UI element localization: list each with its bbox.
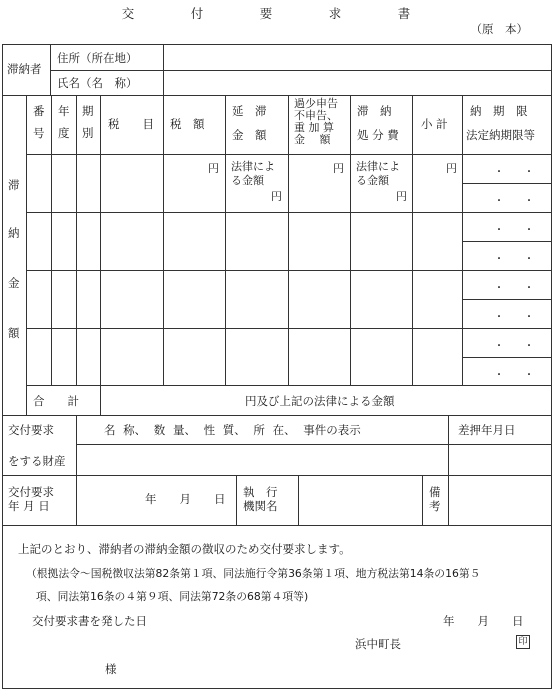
border-top	[2, 44, 552, 45]
date-dots: ・・	[494, 167, 554, 178]
request-date-label: 交付要求	[8, 485, 54, 499]
statement-legal-basis: 項、同法第16条の４第９項、同法第72条の68第４項等)	[36, 590, 309, 603]
statement-legal-basis: （根拠法令～国税徴収法第82条第１項、同法施行令第36条第１項、地方税法第14条の16第５	[26, 567, 481, 580]
exec-agency-label: 機関名	[243, 499, 278, 513]
date-dots: ・・	[494, 196, 554, 207]
col-deadline: 法定納期限等	[466, 128, 535, 142]
property-label: 交付要求	[8, 423, 54, 437]
side-label-char: 額	[8, 326, 20, 340]
request-date-label: 年 月 日	[8, 499, 50, 513]
col-tax-item: 税 目	[108, 117, 154, 131]
col-late-fee: 延 滞	[232, 104, 267, 118]
law-amount-text: る金額	[356, 174, 389, 187]
remarks-label: 備	[429, 485, 441, 499]
col-period: 期	[82, 104, 94, 118]
col-year: 年	[58, 104, 70, 118]
yen-additional-tax: 円	[333, 162, 344, 175]
col-additional-tax: 重 加 算	[294, 121, 334, 134]
side-label-char: 金	[8, 276, 20, 290]
col-additional-tax: 過少申告	[294, 97, 338, 110]
mayor-name: 浜中町長	[355, 637, 401, 651]
col-subtotal: 小 計	[421, 117, 448, 131]
date-dots: ・・	[494, 341, 554, 352]
yen-late-fee: 円	[271, 190, 282, 203]
document-title: 交 付 要 求 書	[121, 6, 433, 21]
col-delinquency-cost: 滞 納	[357, 104, 392, 118]
exec-agency-label: 執 行	[243, 485, 278, 499]
yen-tax-amount: 円	[208, 162, 219, 175]
seizure-date-label: 差押年月日	[458, 423, 516, 437]
property-header: 名 称、 数 量、 性 質、 所 在、 事件の表示	[104, 423, 361, 437]
property-label: をする財産	[8, 454, 66, 468]
copy-label: （原 本）	[470, 22, 528, 36]
date-dots: ・・	[494, 283, 554, 294]
yen-subtotal: 円	[446, 162, 457, 175]
border-left	[2, 44, 3, 689]
border-bottom	[2, 688, 552, 689]
side-label-char: 滞	[8, 178, 20, 192]
col-additional-tax: 不申告、	[294, 109, 338, 122]
date-dots: ・・	[494, 370, 554, 381]
col-additional-tax: 金 額	[294, 133, 331, 146]
law-amount-text: 法律によ	[231, 160, 275, 173]
taxpayer-label: 滞納者	[7, 62, 42, 76]
col-number: 番	[33, 104, 45, 118]
col-period: 別	[82, 126, 94, 140]
issued-label: 交付要求書を発した日	[32, 614, 147, 628]
law-amount-text: 法律によ	[356, 160, 400, 173]
side-label-char: 納	[8, 226, 20, 240]
col-deadline: 納 期 限	[470, 104, 528, 118]
total-note: 円及び上記の法律による金額	[245, 394, 395, 408]
date-dots: ・・	[494, 312, 554, 323]
date-dots: ・・	[494, 254, 554, 265]
date-dots: ・・	[494, 225, 554, 236]
remarks-label: 考	[429, 499, 441, 513]
yen-delinquency-cost: 円	[396, 190, 407, 203]
request-date-value: 年 月 日	[145, 492, 226, 506]
col-late-fee: 金 額	[232, 128, 267, 142]
recipient-suffix: 様	[105, 662, 117, 676]
address-label: 住所（所在地）	[57, 51, 138, 65]
seal-icon: 印	[516, 635, 530, 649]
issued-date: 年 月 日	[443, 614, 524, 628]
total-label: 合 計	[33, 394, 79, 408]
statement-line: 上記のとおり、滞納者の滞納金額の徴収のため交付要求します。	[18, 542, 351, 556]
col-year: 度	[58, 126, 70, 140]
col-tax-amount: 税 額	[170, 117, 205, 131]
col-delinquency-cost: 処 分 費	[357, 128, 399, 142]
law-amount-text: る金額	[231, 174, 264, 187]
name-label: 氏名（名 称）	[57, 76, 138, 90]
col-number: 号	[33, 126, 45, 140]
